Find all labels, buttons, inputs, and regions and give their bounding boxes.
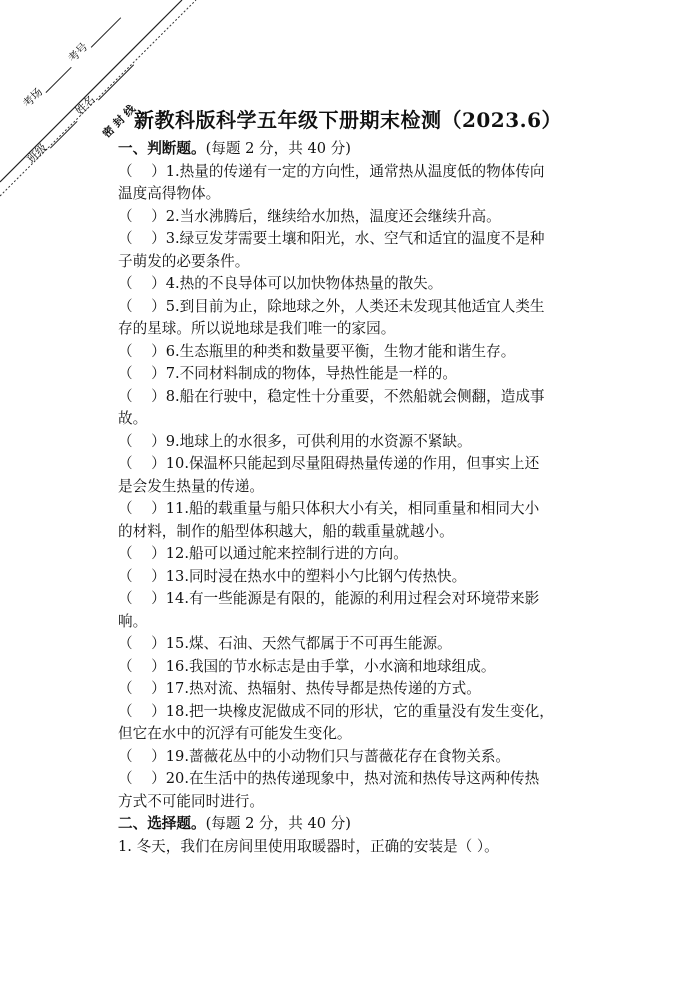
question-text: 14.有一些能源是有限的，能源的利用过程会对环境带来影 [165, 590, 540, 607]
section-1-heading: 一、判断题。 [118, 140, 206, 157]
question-text-continued: 的材料，制作的船型体积越大，船的载重量就越小。 [118, 522, 454, 540]
answer-blank[interactable]: （ ） [118, 365, 166, 382]
question-text: 13.同时浸在热水中的塑料小勺比钢勺传热快。 [165, 567, 467, 585]
answer-blank[interactable]: （ ） [118, 680, 166, 697]
name-blank [98, 65, 133, 100]
answer-blank[interactable]: （ ） [118, 162, 166, 180]
question-item [118, 386, 586, 409]
section-2-header [118, 813, 586, 836]
answer-blank[interactable]: （ ） [118, 657, 166, 675]
question-text: 2.当水沸腾后，继续给水加热，温度还会继续升高。 [165, 207, 501, 225]
class-label: 班级 [24, 141, 50, 166]
true-false-question-list [118, 161, 586, 814]
question-item [118, 768, 586, 791]
question-text: 17.热对流、热辐射、热传导都是热传递的方式。 [165, 680, 481, 697]
question-text: 3.绿豆发芽需要土壤和阳光，水、空气和适宜的温度不是种 [165, 230, 545, 247]
section-2-note: (每题 2 分，共 40 分) [205, 815, 351, 832]
exam-room-label: 考场 [20, 85, 46, 111]
question-text: 8.船在行驶中，稳定性十分重要，不然船就会侧翻，造成事 [165, 387, 545, 405]
question-text-continued: 存的星球。所以说地球是我们唯一的家园。 [118, 320, 396, 337]
question-text: 5.到目前为止，除地球之外，人类还未发现其他适宜人类生 [165, 297, 545, 315]
question-text: 16.我国的节水标志是由手掌，小水滴和地球组成。 [165, 657, 496, 675]
answer-blank[interactable]: （ ） [118, 275, 166, 292]
section-1-note: (每题 2 分，共 40 分) [205, 140, 351, 157]
answer-blank[interactable]: （ ） [118, 702, 166, 720]
answer-blank[interactable]: （ ） [118, 207, 166, 225]
question-item [118, 701, 586, 724]
question-item [118, 633, 586, 656]
answer-blank[interactable]: （ ） [118, 500, 166, 517]
answer-blank[interactable]: （ ） [118, 230, 166, 247]
seal-line-text: 密 封 线 [100, 102, 139, 141]
exam-number-blank [91, 18, 121, 48]
answer-blank[interactable]: （ ） [118, 342, 166, 360]
question-item [118, 678, 586, 701]
question-text-continued: 温度高得物体。 [118, 185, 221, 202]
question-item [118, 228, 586, 251]
answer-blank[interactable]: （ ） [118, 297, 166, 315]
answer-blank[interactable]: （ ） [118, 455, 166, 472]
question-text: 4.热的不良导体可以加快物体热量的散失。 [165, 275, 443, 292]
question-item [118, 273, 586, 296]
question-text-continued: 响。 [118, 612, 148, 630]
question-text: 11.船的载重量与船只体积大小有关，相同重量和相同大小 [165, 500, 540, 517]
section-1-header [118, 138, 586, 161]
question-text-continued: 子萌发的必要条件。 [118, 252, 250, 270]
question-text: 15.煤、石油、天然气都属于不可再生能源。 [165, 635, 452, 652]
question-item [118, 543, 586, 566]
question-item [118, 431, 586, 454]
question-item [118, 341, 586, 364]
exam-room-blank [46, 67, 71, 92]
question-text-continued: 故。 [118, 410, 148, 427]
question-text: 12.船可以通过舵来控制行进的方向。 [165, 545, 408, 562]
question-item [118, 363, 586, 386]
question-text: 20.在生活中的热传递现象中，热对流和热传导这两种传热 [165, 770, 540, 787]
question-text: 6.生态瓶里的种类和数量要平衡，生物才能和谐生存。 [165, 342, 516, 360]
question-item [118, 746, 586, 769]
question-item [118, 296, 586, 319]
section-2-heading: 二、选择题。 [118, 815, 206, 832]
answer-blank[interactable]: （ ） [118, 747, 166, 765]
question-item [118, 498, 586, 521]
page-title: 新教科版科学五年级下册期末检测（2023.6） [133, 108, 563, 132]
question-text-continued: 方式不可能同时进行。 [118, 792, 264, 810]
question-text: 18.把一块橡皮泥做成不同的形状，它的重量没有发生变化， [165, 702, 554, 720]
exam-content [118, 138, 586, 858]
question-text: 7.不同材料制成的物体，导热性能是一样的。 [165, 365, 457, 382]
answer-blank[interactable]: （ ） [118, 635, 166, 652]
choice-question-1: 1. 冬天，我们在房间里使用取暖器时，正确的安装是（ ）。 [118, 837, 499, 855]
question-item [118, 656, 586, 679]
question-text: 1.热量的传递有一定的方向性，通常热从温度低的物体传向 [165, 162, 545, 180]
question-item [118, 161, 586, 184]
question-item [118, 206, 586, 229]
question-text-continued: 但它在水中的沉浮有可能发生变化。 [118, 725, 352, 742]
answer-blank[interactable]: （ ） [118, 567, 166, 585]
name-label: 姓名 [72, 93, 98, 118]
answer-blank[interactable]: （ ） [118, 545, 166, 562]
answer-blank[interactable]: （ ） [118, 590, 166, 607]
answer-blank[interactable]: （ ） [118, 432, 166, 450]
question-text: 9.地球上的水很多，可供利用的水资源不紧缺。 [165, 432, 472, 450]
question-text-continued: 是会发生热量的传递。 [118, 477, 264, 495]
question-text: 10.保温杯只能起到尽量阻碍热量传递的作用，但事实上还 [165, 455, 540, 472]
question-item [118, 453, 586, 476]
question-item [118, 566, 586, 589]
answer-blank[interactable]: （ ） [118, 387, 166, 405]
answer-blank[interactable]: （ ） [118, 770, 166, 787]
question-text: 19.蔷薇花丛中的小动物们只与蔷薇花存在食物关系。 [165, 747, 511, 765]
question-item [118, 588, 586, 611]
exam-number-label: 考号 [65, 40, 91, 66]
